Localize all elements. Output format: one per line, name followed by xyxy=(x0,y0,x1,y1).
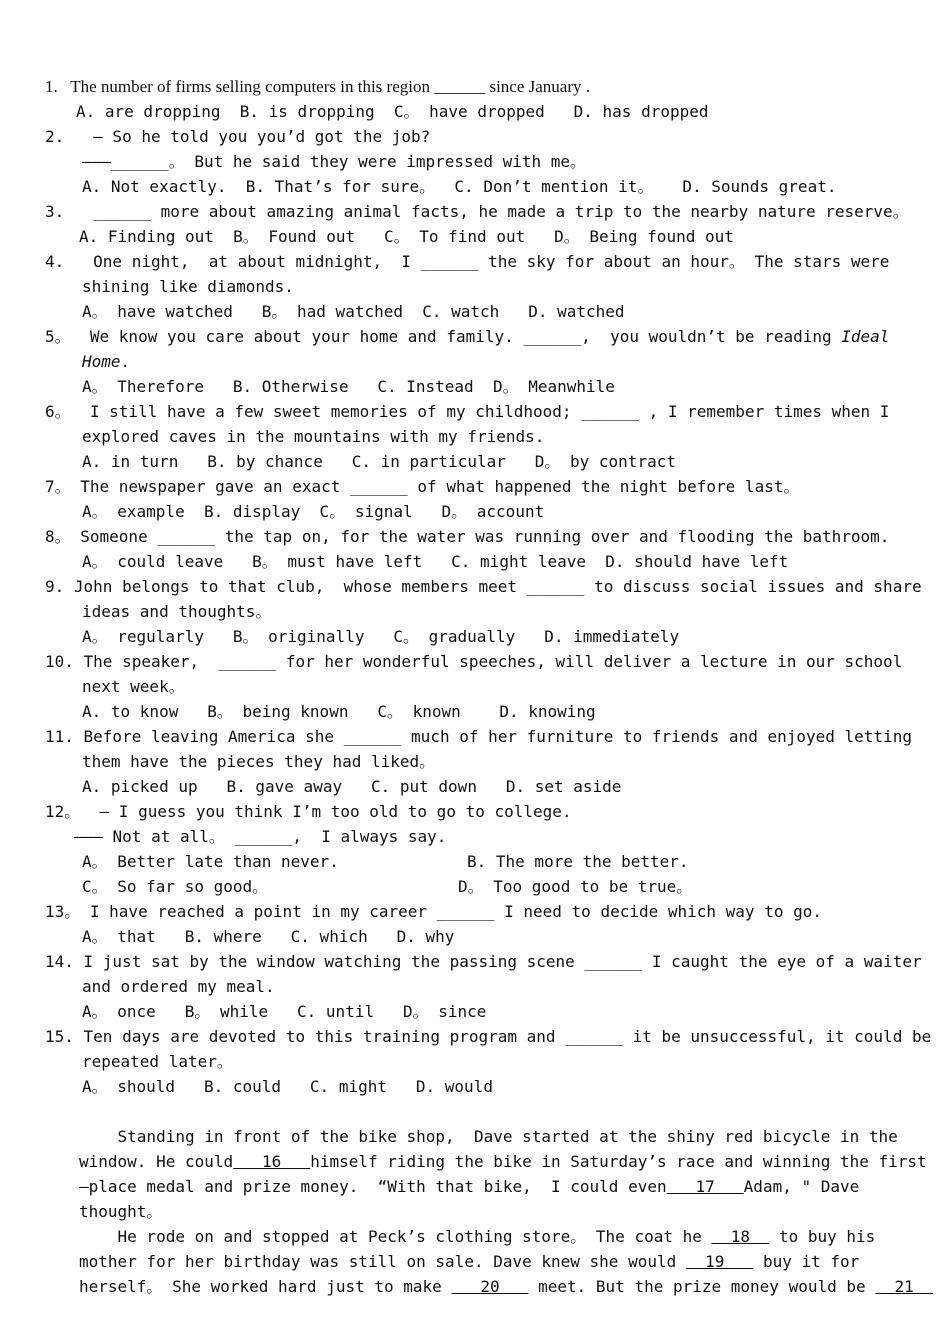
passage-text: He rode on and stopped at Peck’s clothing store。 The coat he xyxy=(79,1227,712,1246)
passage-text: mother for her birthday was still on sale. Dave knew she would xyxy=(79,1252,686,1271)
question-10-stem: 10. The speaker, ______ for her wonderful speeches, will deliver a lecture in our school xyxy=(45,652,903,671)
passage-text: to buy his xyxy=(769,1227,876,1246)
question-5-line-2 xyxy=(82,352,130,372)
question-15-options: A。 should B. could C. might D. would xyxy=(82,1077,493,1096)
question-5-stem-text: 5。 We know you care about your home and family. ______, you wouldn’t be reading xyxy=(45,327,842,346)
question-10-options: A. to know B。 being known C。 known D. knowing xyxy=(82,702,596,721)
question-9-options: A。 regularly B。 originally C。 gradually D. immediately xyxy=(82,627,680,646)
question-4-options: A。 have watched B。 had watched C. watch D. watched xyxy=(82,302,625,321)
question-5-options: A。 Therefore B. Otherwise C. Instead D。 Meanwhile xyxy=(82,377,615,396)
passage-text: himself riding the bike in Saturday’s race and winning the first xyxy=(310,1152,927,1171)
question-3-stem: 3. ______ more about amazing animal facts, he made a trip to the nearby nature reserve。 xyxy=(45,202,909,221)
passage-text: —place medal and prize money. “With that bike, I could even xyxy=(79,1177,667,1196)
blank-19: 19 xyxy=(685,1252,754,1271)
question-10-line-2: next week。 xyxy=(82,677,185,696)
question-5-stem xyxy=(45,327,889,347)
passage-text: meet. But the prize money would be xyxy=(528,1277,876,1296)
question-9-line-2: ideas and thoughts。 xyxy=(82,602,272,621)
passage-p1-line-3 xyxy=(79,1177,859,1197)
question-5-period: . xyxy=(120,352,131,371)
question-13-stem: 13。 I have reached a point in my career ______ I need to decide which way to go. xyxy=(45,902,822,921)
question-5-italic-title-part-1: Ideal xyxy=(841,327,890,346)
question-12-option-b: B. The more the better. xyxy=(467,852,689,871)
passage-text: buy it for xyxy=(753,1252,860,1271)
question-7-stem: 7。 The newspaper gave an exact ______ of what happened the night before last。 xyxy=(45,477,800,496)
question-8-options: A。 could leave B。 must have left C. might leave D. should have left xyxy=(82,552,789,571)
question-15-stem: 15. Ten days are devoted to this training program and ______ it be unsuccessful, it could be xyxy=(45,1027,932,1046)
question-4-stem: 4. One night, at about midnight, I ______ the sky for about an hour。 The stars were xyxy=(45,252,890,271)
passage-text: Adam, " Dave xyxy=(743,1177,860,1196)
question-2-stem: 2. – So he told you you’d got the job? xyxy=(45,127,431,146)
question-1-options: A. are dropping B. is dropping C。 have dropped D. has dropped xyxy=(76,102,709,121)
passage-p1-line-4: thought。 xyxy=(79,1202,163,1221)
passage-p2-line-2 xyxy=(79,1252,859,1272)
question-12-option-c: C。 So far so good。 xyxy=(82,877,269,896)
blank-16: 16 xyxy=(233,1152,311,1171)
question-6-stem: 6。 I still have a few sweet memories of my childhood; ______ , I remember times when I xyxy=(45,402,890,421)
passage-p2-line-3 xyxy=(79,1277,933,1297)
question-14-line-2: and ordered my meal. xyxy=(82,977,275,996)
question-12-stem: 12。 – I guess you think I’m too old to go to college. xyxy=(45,802,572,821)
question-6-line-2: explored caves in the mountains with my friends. xyxy=(82,427,545,446)
question-11-stem: 11. Before leaving America she ______ much of her furniture to friends and enjoyed letting xyxy=(45,727,912,746)
question-14-options: A。 once B。 while C. until D。 since xyxy=(82,1002,487,1021)
question-1-stem: 1. The number of firms selling computers in this region ______ since January . xyxy=(45,77,591,96)
blank-18: 18 xyxy=(711,1227,770,1246)
question-12-option-a: A。 Better late than never. xyxy=(82,852,339,871)
question-4-line-2: shining like diamonds. xyxy=(82,277,294,296)
question-11-line-2: them have the pieces they had liked。 xyxy=(82,752,436,771)
blank-21: 21 xyxy=(875,1277,934,1296)
question-9-stem: 9. John belongs to that club, whose members meet ______ to discuss social issues and share xyxy=(45,577,922,596)
question-12-line-2: ——— Not at all。 ______, I always say. xyxy=(74,827,447,846)
question-14-stem: 14. I just sat by the window watching the passing scene ______ I caught the eye of a waiter xyxy=(45,952,922,971)
question-6-options: A. in turn B. by chance C. in particular D。 by contract xyxy=(82,452,676,471)
question-2-options: A. Not exactly. B. That’s for sure。 C. Don’t mention it。 D. Sounds great. xyxy=(82,177,837,196)
passage-p2-line-1 xyxy=(79,1227,875,1247)
passage-p1-line-1: Standing in front of the bike shop, Dave started at the shiny red bicycle in the xyxy=(79,1127,898,1146)
question-11-options: A. picked up B. gave away C. put down D. set aside xyxy=(82,777,622,796)
passage-text: window. He could xyxy=(79,1152,234,1171)
blank-20: 20 xyxy=(451,1277,529,1296)
blank-17: 17 xyxy=(666,1177,744,1196)
question-3-options: A. Finding out B。 Found out C。 To find out D。 Being found out xyxy=(79,227,734,246)
question-15-line-2: repeated later。 xyxy=(82,1052,233,1071)
passage-p1-line-2 xyxy=(79,1152,927,1172)
question-12-option-d: D。 Too good to be true。 xyxy=(458,877,693,896)
question-13-options: A。 that B. where C. which D. why xyxy=(82,927,455,946)
question-8-stem: 8。 Someone ______ the tap on, for the water was running over and flooding the bathroom. xyxy=(45,527,890,546)
question-2-line-2: ———______。 But he said they were impressed with me。 xyxy=(82,152,587,171)
question-7-options: A。 example B. display C。 signal D。 account xyxy=(82,502,545,521)
question-5-italic-title-part-2: Home xyxy=(82,352,121,371)
passage-text: herself。 She worked hard just to make xyxy=(79,1277,452,1296)
